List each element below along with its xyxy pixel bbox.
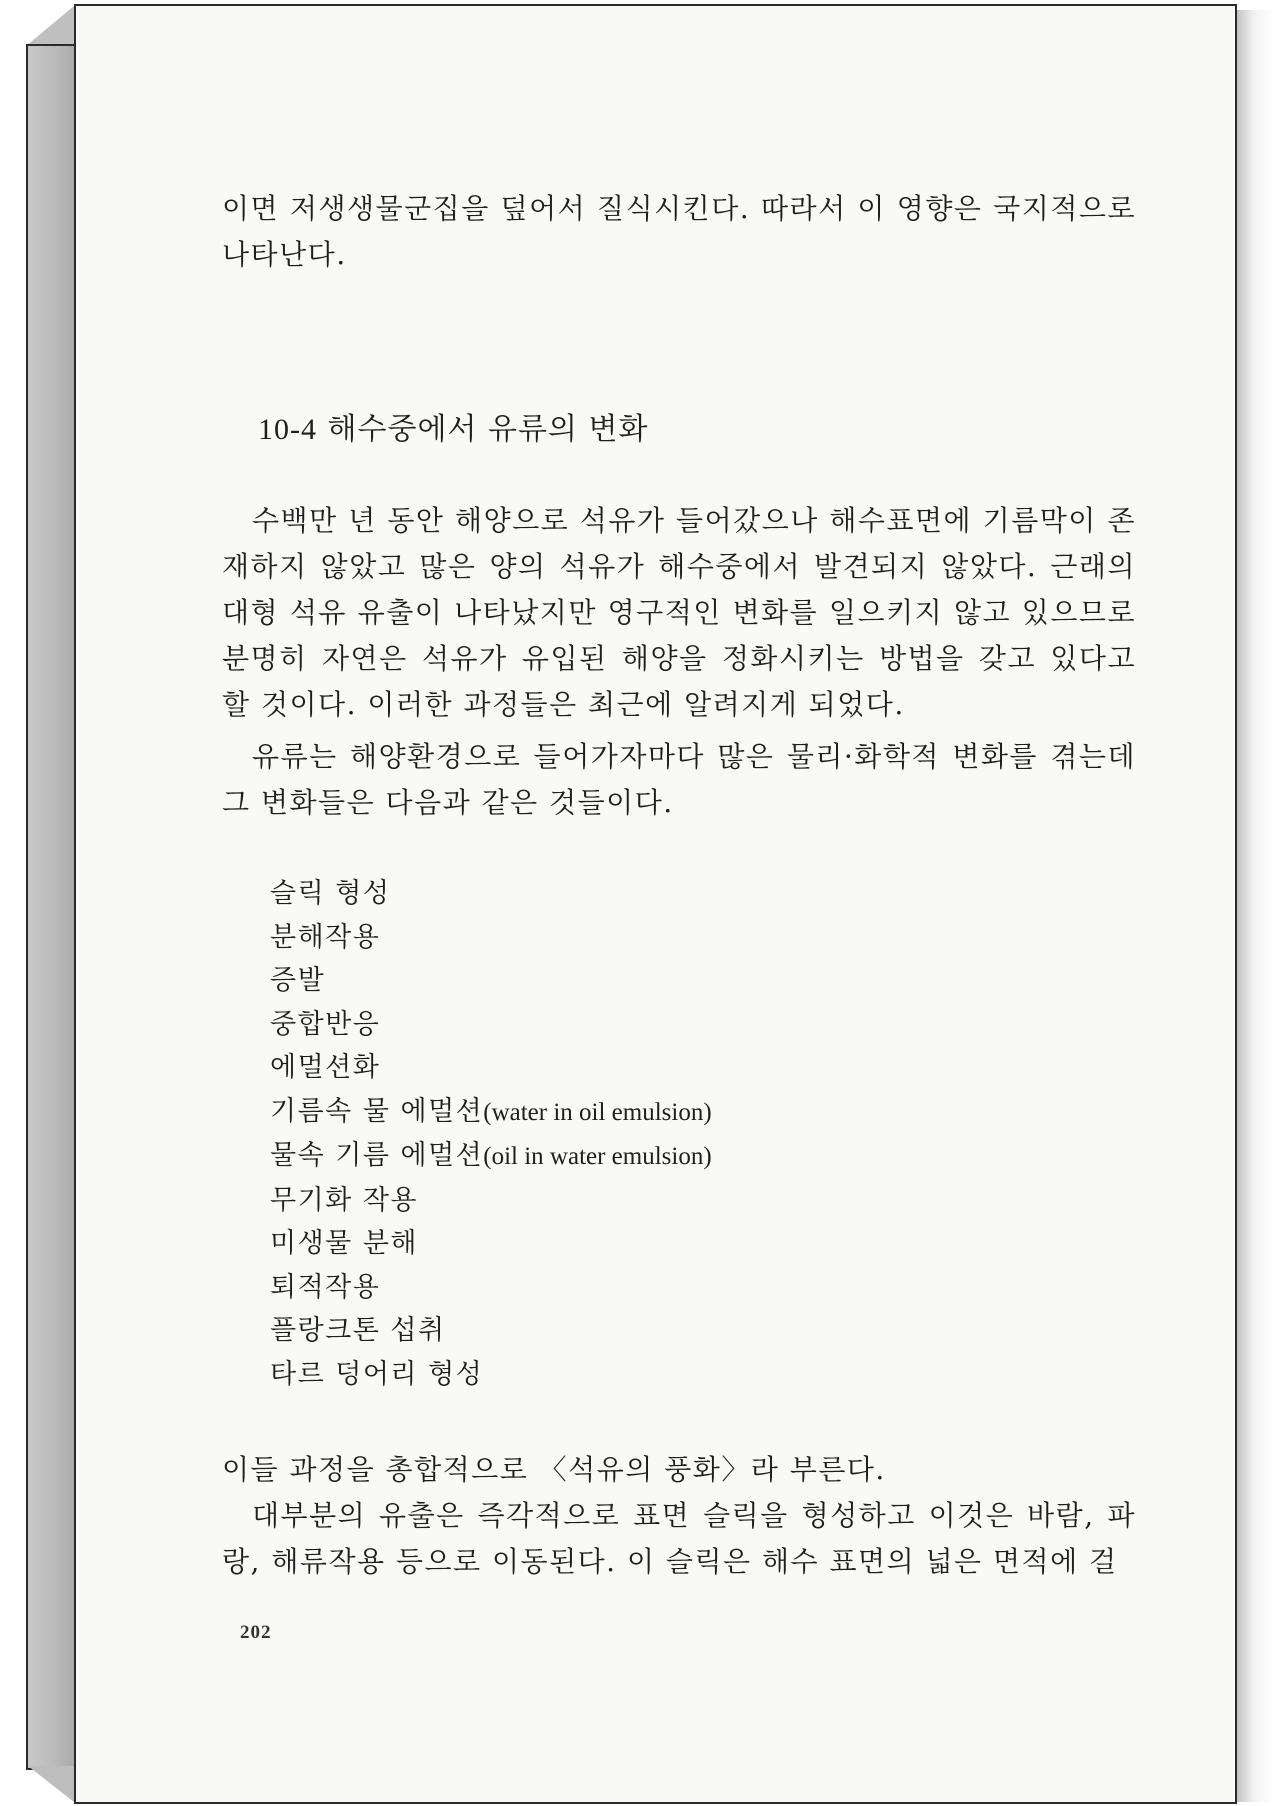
list-item: 분해작용: [270, 921, 381, 953]
paragraph-4: 대부분의 유출은 즉각적으로 표면 슬릭을 형성하고 이것은 바람, 파랑, 해류작용 등으로 이동된다. 이 슬릭은 해수 표면의 넓은 면적에 걸: [222, 1499, 1136, 1578]
list-item: 증발: [270, 965, 326, 996]
list-item: 플랑크톤 섭취: [270, 1315, 446, 1346]
section-number: 10-4: [258, 413, 317, 446]
page-number: 202: [240, 1622, 272, 1643]
paragraph-1: 수백만 년 동안 해양으로 석유가 들어갔으나 해수표면에 기름막이 존재하지 않았고 많은 양의 석유가 해수중에서 발견되지 않았다. 근래의 대형 석유 유출이 나타났지만 영구적인 변화를 일으키지 않고 있으므로 분명히 자연은 석유가 유입된 해양을 정화시키는 방법을 갖고 있다고 할 것이다. 이러한 과정들은 최근에 알려지게 되었다.: [222, 504, 1136, 721]
list-item: 타르 덩어리 형성: [270, 1358, 484, 1390]
list-item: 슬릭 형성: [270, 878, 391, 909]
page-shadow: [1237, 10, 1273, 1802]
list-item: 퇴적작용: [270, 1271, 381, 1303]
list-item: 물속 기름 에멀션(oil in water emulsion): [270, 1140, 712, 1171]
book-edge-bottom: [28, 1766, 74, 1802]
paragraph-3: 이들 과정을 총합적으로 〈석유의 풍화〉라 부른다.: [222, 1453, 886, 1486]
list-item: 무기화 작용: [270, 1184, 418, 1216]
section-heading: [258, 410, 648, 450]
process-list: [270, 872, 712, 1396]
list-item: 에멀션화: [270, 1052, 381, 1083]
list-item: 중합반응: [270, 1008, 381, 1040]
book-side-edge: [26, 44, 76, 1770]
list-item: 기름속 물 에멀션(water in oil emulsion): [270, 1095, 712, 1127]
continuation-paragraph: 이면 저생생물군집을 덮어서 질식시킨다. 따라서 이 영향은 국지적으로 나타난다.: [222, 192, 1136, 271]
list-item: 미생물 분해: [270, 1228, 418, 1259]
section-title: 해수중에서 유류의 변화: [327, 412, 649, 447]
book-edge-top: [26, 6, 74, 46]
paragraph-2: 유류는 해양환경으로 들어가자마다 많은 물리·화학적 변화를 겪는데 그 변화들은 다음과 같은 것들이다.: [222, 740, 1136, 819]
